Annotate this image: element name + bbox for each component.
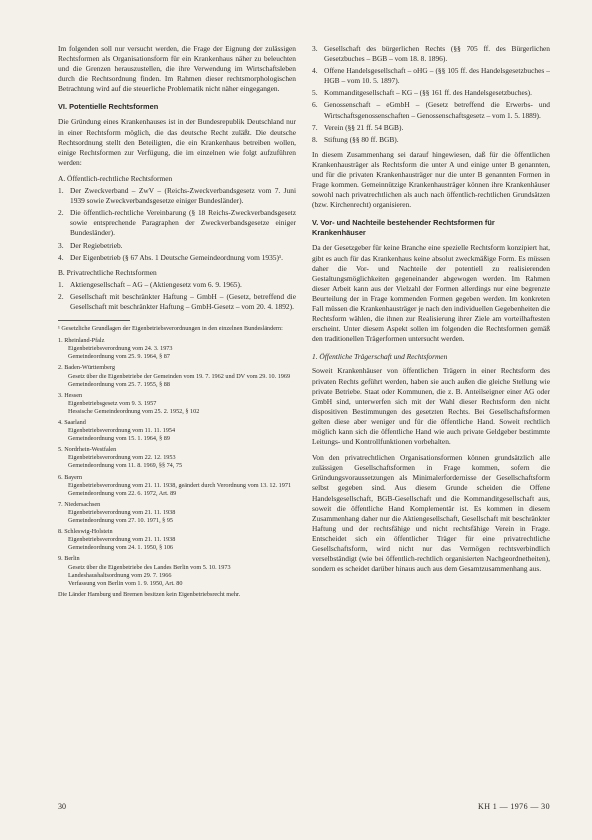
list-item xyxy=(58,186,296,206)
footnote-entry xyxy=(58,392,296,416)
footnote-entry xyxy=(58,446,296,470)
list-text: Der Regiebetrieb. xyxy=(70,240,123,250)
footnote-tail: Die Länder Hamburg und Bremen besitzen kein Eigenbetriebsrecht mehr. xyxy=(58,590,241,598)
footnote-line: Eigenbetriebsverordnung vom 21. 11. 1938, geändert durch Verordnung vom 13. 12. 1971 xyxy=(68,481,292,489)
group-a-label: A. Öffentlich-rechtliche Rechtsformen xyxy=(58,173,173,183)
footnote-line: Gemeindeordnung vom 11. 8. 1969, §§ 74, 75 xyxy=(68,462,183,470)
footnote-line: Verfassung von Berlin vom 1. 9. 1950, Art. 80 xyxy=(68,579,183,587)
footnote-line: Eigenbetriebsverordnung vom 24. 3. 1973 xyxy=(68,345,173,353)
footnote-entry xyxy=(58,474,296,498)
footnote-line: Gesetz über die Eigenbetriebe der Gemeinden vom 19. 7. 1962 und DV vom 29. 10. 1969 xyxy=(68,372,291,380)
list-number: 5. xyxy=(312,88,318,98)
list-number: 4. xyxy=(58,252,64,262)
list-text: Der Eigenbetrieb (§ 67 Abs. 1 Deutsche Gemeindeordnung vom 1935)¹. xyxy=(70,252,284,262)
list-item xyxy=(312,66,550,86)
list-number: 6. xyxy=(312,100,318,110)
footnote-line: Landeshaushaltsordnung vom 29. 7. 1966 xyxy=(68,571,172,579)
list-item xyxy=(58,280,296,290)
footnote-line: Eigenbetriebsverordnung vom 22. 12. 1953 xyxy=(68,454,176,462)
footnote-land: 3. Hessen xyxy=(58,391,83,399)
footnote-land: 8. Schleswig-Holstein xyxy=(58,528,113,536)
context-paragraph: In diesem Zusammenhang sei darauf hingewiesen, daß für die öffentlichen Krankenhausträger als Rechtsform die unter A und einige unter B genannten, und für die privaten Krankenhausträger nur die unter B genannten Formen in Frage kommen. Gemeinnützige Krankenhausträger können ihre Krankenhäuser sowohl nach privatrechtlichen als auch nach öffentlich-rechtlichen Grundsätzen (bzw. Kirchenrecht) organisieren. xyxy=(312,149,550,210)
footnote-line: Gemeindeordnung vom 25. 9. 1964, § 87 xyxy=(68,353,170,361)
journal-reference: KH 1 — 1976 — 30 xyxy=(478,802,550,811)
list-number: 3. xyxy=(312,44,318,53)
list-item xyxy=(312,100,550,120)
footnote-entry xyxy=(58,364,296,388)
group-b-list-continued xyxy=(312,44,550,145)
intro-paragraph: Im folgenden soll nur versucht werden, die Frage der Eignung der zulässigen Rechtsformen als Organisationsform für ein Krankenhaus näher zu beleuchten und die Grenzen herauszustellen, die ihre Verwendung im Wirtschaftsleben durch die Rechtsordnung finden. Im Rahmen dieser rechtsmorphologischen Betrachtung wird auf die steuerliche Problematik nicht näher eingegangen. xyxy=(58,44,296,94)
list-text: Kommanditgesellschaft – KG – (§§ 161 ff. des Handelsgesetzbuches). xyxy=(324,88,532,98)
list-number: 1. xyxy=(58,186,64,196)
list-text: Genossenschaft – eGmbH – (Gesetz betreffend die Erwerbs- und Wirtschaftsgenossenschaften – Genossenschaftsgesetz – vom 1. 5. 1889). xyxy=(324,100,550,120)
footnote-line: Gemeindeordnung vom 22. 6. 1972, Art. 89 xyxy=(68,489,177,497)
left-column xyxy=(58,44,296,599)
public-ownership-paragraph: Soweit Krankenhäuser von öffentlichen Trägern in einer Rechtsform des privaten Rechts geführt werden, haben sie auch außen die gleiche Stellung wie private Betriebe. Staat oder Kommunen, die z. B. Anteilseigner einer AG oder GmbH sind, unterwerfen sich mit der Wahl dieser Rechtsform den nicht dispositiven Bestimmungen des gesetzten Rechts. Bei Gesellschaftsformen gelten diese aber weniger und für die öffentliche Hand. Soweit rechtlich möglich kann sich die öffentliche Hand wie auch private Geldgeber bestimmte Leitungs- und Kontrollfunktionen vorbehalten. xyxy=(312,366,550,447)
footnote-land: 2. Baden-Württemberg xyxy=(58,364,115,372)
footnote-land: 1. Rheinland-Pfalz xyxy=(58,337,105,345)
list-number: 7. xyxy=(312,122,318,132)
list-text: Verein (§§ 21 ff. 54 BGB). xyxy=(324,122,404,132)
list-text: Die öffentlich-rechtliche Vereinbarung (§ 18 Reichs-Zweckverbandsgesetz sowie entsprechende Paragraphen der Zweckverbandsgesetze einiger Bundesländer). xyxy=(70,208,296,238)
footnote-land: 4. Saarland xyxy=(58,419,86,426)
footnote-line: Gemeindeordnung vom 24. 1. 1950, § 106 xyxy=(68,544,174,552)
list-item xyxy=(312,123,550,133)
list-item xyxy=(58,208,296,238)
footnote-land: 5. Nordrhein-Westfalen xyxy=(58,446,117,454)
list-number: 2. xyxy=(58,291,64,301)
footnote-land: 9. Berlin xyxy=(58,555,80,563)
list-text: Gesellschaft mit beschränkter Haftung – GmbH – (Gesetz, betreffend die Gesellschaft mit beschränkter Haftung – GmbH-Gesetz – vom 20. 4. 1892). xyxy=(70,291,296,311)
footnote-entry xyxy=(58,501,296,525)
section-heading-pros-cons: V. Vor- und Nachteile bestehender Rechtsformen für Krankenhäuser xyxy=(312,218,495,238)
footnote-land: 7. Niedersachsen xyxy=(58,500,101,508)
list-number: 4. xyxy=(312,66,318,76)
private-forms-paragraph: Von den privatrechtlichen Organisationsformen können grundsätzlich alle zulässigen Gesellschaftsformen in Frage kommen, sofern die Gründungsvoraussetzungen als Minimalerfordernisse der Gesellschaftsform selbst gegeben sind. Aus diesem Grunde scheiden die Offene Handelsgesellschaft, BGB-Gesellschaft und die Kommanditgesellschaft aus, soweit die öffentliche Hand Komplementär ist. Es kommen in diesem Zusammenhang daher nur die Aktiengesellschaft, Gesellschaft mit beschränkter Haftung und der rechtsfähige und nicht rechtsfähige Verein in Frage. Entscheidet sich ein öffentlicher Träger für eine privatrechtliche Gesellschaftsform, wird nicht nur das Vermögen rechtsverbindlich verselbständigt (wie bei öffentlich-rechtlich organisierten Nachgeordnetheiten), sondern es scheidet darüber hinaus auch aus dem Gesamtzusammenhang aus. xyxy=(312,453,550,574)
list-item xyxy=(312,88,550,98)
footnote-line: Hessische Gemeindeordnung vom 25. 2. 1952, § 102 xyxy=(68,407,200,415)
footnote-land: 6. Bayern xyxy=(58,473,83,481)
footnote-entry xyxy=(58,337,296,361)
group-a-list xyxy=(58,186,296,263)
footnote-entry xyxy=(58,555,296,587)
footnote-intro: ¹ Gesetzliche Grundlagen der Eigenbetriebsverordnungen in den einzelnen Bundesländern: xyxy=(58,325,283,333)
list-number: 1. xyxy=(58,279,64,289)
group-b-label: B. Privatrechtliche Rechtsformen xyxy=(58,267,157,277)
page-number: 30 xyxy=(58,802,66,811)
section-heading-potential-forms: VI. Potentielle Rechtsformen xyxy=(58,102,159,112)
list-item xyxy=(58,241,296,251)
footnote-entry xyxy=(58,419,296,443)
list-number: 2. xyxy=(58,208,64,218)
footnote-line: Gemeindeordnung vom 15. 1. 1964, § 89 xyxy=(68,435,170,443)
list-item xyxy=(312,135,550,145)
list-item xyxy=(58,253,296,263)
footnote-line: Gemeindeordnung vom 25. 7. 1955, § 88 xyxy=(68,380,170,388)
footnote-line: Gesetz über die Eigenbetriebe des Landes Berlin vom 5. 10. 1973 xyxy=(68,563,231,571)
footnote-line: Eigenbetriebsverordnung vom 21. 11. 1938 xyxy=(68,536,176,544)
footnote xyxy=(58,325,296,599)
footnote-line: Eigenbetriebsverordnung vom 21. 11. 1938 xyxy=(68,508,176,516)
subsection-heading-public-ownership: 1. Öffentliche Trägerschaft und Rechtsformen xyxy=(312,352,448,362)
list-text: Der Zweckverband – ZwV – (Reichs-Zweckverbandsgesetz vom 7. Juni 1939 sowie Zweckverbandsgesetze einiger Bundesländer). xyxy=(70,186,296,206)
group-b-list xyxy=(58,280,296,312)
footnote-divider xyxy=(58,320,130,321)
footnote-line: Gemeindeordnung vom 27. 10. 1971, § 95 xyxy=(68,517,174,525)
list-number: 8. xyxy=(312,134,318,144)
list-item xyxy=(312,44,550,64)
list-text: Stiftung (§§ 80 ff. BGB). xyxy=(324,134,399,144)
footnote-line: Eigenbetriebsverordnung vom 11. 11. 1954 xyxy=(68,427,176,435)
footnote-entry xyxy=(58,528,296,552)
list-text: Gesellschaft des bürgerlichen Rechts (§§ 705 ff. des Bürgerlichen Gesetzbuches – BGB – vom 18. 8. 1896). xyxy=(324,44,550,64)
list-item xyxy=(58,292,296,312)
section-paragraph: Die Gründung eines Krankenhauses ist in der Bundesrepublik Deutschland nur in einer Rechtsform möglich, die das deutsche Recht zuläßt. Die deutsche Rechtsordnung stellt den Beteiligten, die ein Krankenhaus betreiben wollen, einige Rechtsformen zur Verfügung, die im einzelnen wie folgt aufzuführen werden: xyxy=(58,117,296,167)
footnote-line: Eigenbetriebsgesetz vom 9. 3. 1957 xyxy=(68,399,157,407)
list-text: Offene Handelsgesellschaft – oHG – (§§ 105 ff. des Handelsgesetzbuches – HGB – vom 10. 5. 1897). xyxy=(324,66,550,86)
list-number: 3. xyxy=(58,240,64,250)
list-text: Aktiengesellschaft – AG – (Aktiengesetz vom 6. 9. 1965). xyxy=(70,279,242,289)
pros-cons-paragraph: Da der Gesetzgeber für keine Branche eine spezielle Rechtsform konzipiert hat, gibt es auch für das Krankenhaus keine absolut zweckmäßige Form. Es müssen daher die Vor- und Nachteile der potentiell zu realisierenden Gestaltungsmöglichkeiten gegeneinander abgewogen werden. Im Rahmen dieser Arbeit kann aus der Vielzahl der Formen allerdings nur eine begrenzte Beurteilung der in Frage kommenden Formen gegeben werden. Im konkreten Fall müssen die Krankenhausträger je nach den individuellen Gegebenheiten die Rechtsform wählen, die ihnen zur Realisierung ihrer Ziele am vorteilhaftesten erscheint. Unter diesem Aspekt sollen im folgenden die Rechtsformen gemäß den traditionellen Trägerformen untersucht werden. xyxy=(312,243,550,344)
right-column xyxy=(312,44,550,580)
